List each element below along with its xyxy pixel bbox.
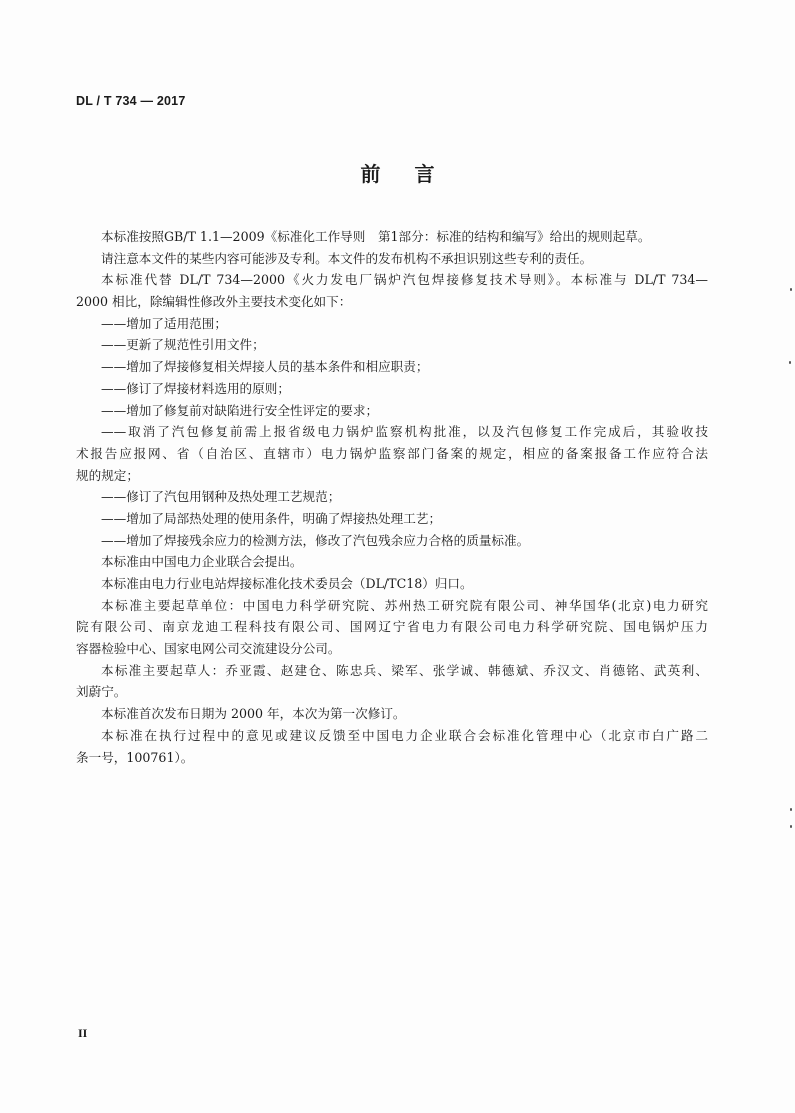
paragraph bbox=[76, 356, 708, 378]
paragraph bbox=[76, 551, 708, 573]
paragraph-line: 2000 相比，除编辑性修改外主要技术变化如下： bbox=[76, 294, 352, 310]
paragraph-line: 本标准首次发布日期为 2000 年，本次为第一次修订。 bbox=[101, 706, 406, 722]
paragraph-line: 本标准代替 DL/T 734—2000《火力发电厂锅炉汽包焊接修复技术导则》。本标准与 DL/T 734— bbox=[101, 272, 708, 288]
document-code: DL / T 734 — 2017 bbox=[76, 94, 186, 108]
paragraph-line: ——取消了汽包修复前需上报省级电力锅炉监察机构批准，以及汽包修复工作完成后，其验收技 bbox=[101, 424, 708, 440]
scan-speck bbox=[789, 361, 791, 364]
paragraph bbox=[76, 573, 708, 595]
paragraph bbox=[76, 400, 708, 422]
paragraph bbox=[76, 334, 708, 356]
scan-speck bbox=[790, 808, 792, 811]
page-number: II bbox=[78, 1026, 88, 1040]
paragraph bbox=[76, 660, 708, 703]
paragraph-line: ——更新了规范性引用文件； bbox=[101, 337, 265, 353]
paragraph-line: 本标准由中国电力企业联合会提出。 bbox=[101, 554, 303, 570]
paragraph bbox=[76, 421, 708, 486]
paragraph-line: 院有限公司、南京龙迪工程科技有限公司、国网辽宁省电力有限公司电力科学研究院、国电锅炉压力 bbox=[76, 619, 708, 635]
paragraph-line: 本标准按照GB/T 1.1—2009《标准化工作导则 第1部分：标准的结构和编写》给出的规则起草。 bbox=[101, 229, 651, 244]
paragraph-line: 本标准主要起草单位：中国电力科学研究院、苏州热工研究院有限公司、神华国华(北京)电力研究 bbox=[101, 597, 708, 613]
paragraph bbox=[76, 269, 708, 312]
paragraph-line: 条一号，100761）。 bbox=[76, 749, 194, 765]
paragraph-line: ——增加了修复前对缺陷进行安全性评定的要求； bbox=[101, 402, 379, 418]
paragraph-line: 本标准主要起草人：乔亚霞、赵建仓、陈忠兵、梁军、张学诚、韩德斌、乔汉文、肖德铭、武英利、 bbox=[101, 662, 708, 678]
paragraph bbox=[76, 725, 708, 768]
paragraph-line: ——修订了汽包用钢种及热处理工艺规范； bbox=[101, 489, 341, 505]
paragraph-line: ——增加了局部热处理的使用条件，明确了焊接热处理工艺； bbox=[101, 510, 442, 526]
paragraph-line: ——增加了焊接残余应力的检测方法，修改了汽包残余应力合格的质量标准。 bbox=[101, 532, 530, 548]
paragraph-line: ——增加了适用范围； bbox=[101, 315, 227, 331]
scan-speck bbox=[790, 825, 792, 828]
paragraph-line: 本标准由电力行业电站焊接标准化技术委员会（DL/TC18）归口。 bbox=[101, 576, 473, 591]
paragraph bbox=[76, 313, 708, 335]
paragraph-line: 请注意本文件的某些内容可能涉及专利。本文件的发布机构不承担识别这些专利的责任。 bbox=[101, 250, 593, 266]
paragraph bbox=[76, 703, 708, 725]
paragraph-line: 本标准在执行过程中的意见或建议反馈至中国电力企业联合会标准化管理中心（北京市白广路二 bbox=[101, 727, 708, 743]
page-title: 前言 bbox=[360, 162, 469, 186]
paragraph bbox=[76, 595, 708, 660]
paragraph-line: 规的规定； bbox=[76, 467, 139, 483]
scan-speck bbox=[790, 288, 792, 291]
paragraph bbox=[76, 248, 708, 270]
paragraph-line: ——修订了焊接材料选用的原则； bbox=[101, 380, 290, 396]
paragraph bbox=[76, 378, 708, 400]
foreword-body bbox=[76, 226, 708, 768]
paragraph-line: 术报告应报网、省（自治区、直辖市）电力锅炉监察部门备案的规定，相应的备案报备工作应符合法 bbox=[76, 445, 708, 461]
paragraph bbox=[76, 486, 708, 508]
paragraph bbox=[76, 508, 708, 530]
paragraph-line: 容器检验中心、国家电网公司交流建设分公司。 bbox=[76, 641, 341, 657]
paragraph bbox=[76, 530, 708, 552]
paragraph bbox=[76, 226, 708, 248]
paragraph-line: 刘蔚宁。 bbox=[76, 684, 127, 700]
paragraph-line: ——增加了焊接修复相关焊接人员的基本条件和相应职责； bbox=[101, 359, 429, 375]
